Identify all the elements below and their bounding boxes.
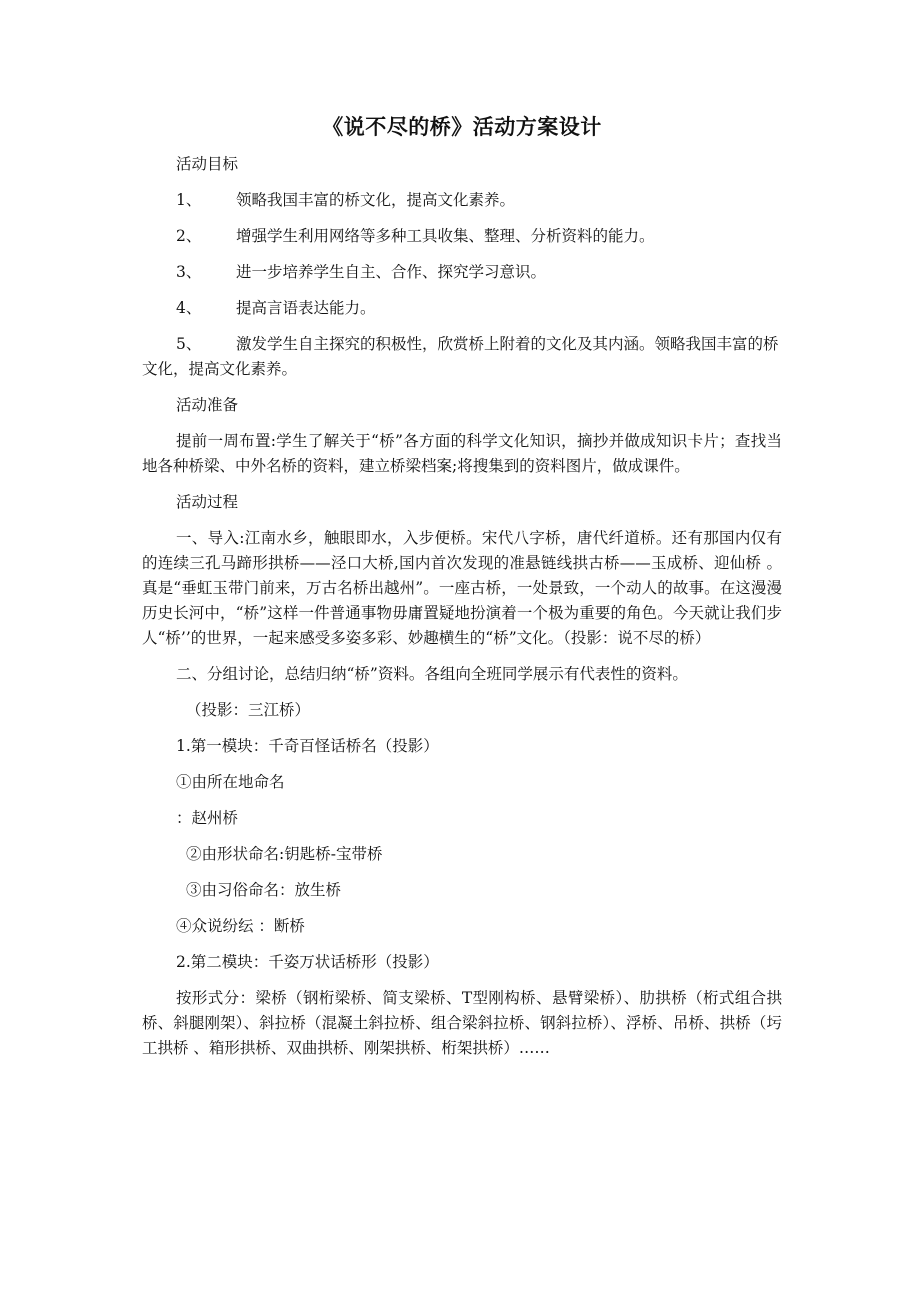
- goals-heading: 活动目标: [176, 155, 239, 173]
- projection-note: （投影：三江桥）: [186, 701, 311, 719]
- process-intro-paragraph: 一、导入:江南水乡，触眼即水，入步便桥。宋代八字桥，唐代纤道桥。还有那国内仅有的连续三孔马蹄形拱桥——泾口大桥,国内首次发现的准悬链线拱古桥——玉成桥、迎仙桥 。真是“垂虹玉带门前来，万古名桥出越州”。一座古桥，一处景致，一个动人的故事。在这漫漫历史长河中，“桥”这样一件普通事物毋庸置疑地扮演着一个极为重要的角色。今天就让我们步人“桥’’的世界，一起来感受多姿多彩、妙趣横生的“桥”文化。（投影：说不尽的桥）: [142, 529, 782, 647]
- goal-text: 进一步培养学生自主、合作、探究学习意识。: [236, 263, 547, 281]
- document-title: 《说不尽的桥》活动方案设计: [322, 114, 602, 139]
- goal-item-3: [142, 260, 782, 285]
- goal-number: 4、: [176, 299, 202, 317]
- prep-heading: 活动准备: [176, 396, 239, 414]
- module-1-heading: 1.第一模块：千奇百怪话桥名（投影）: [176, 737, 439, 755]
- process-heading: 活动过程: [176, 493, 239, 511]
- naming-item-3: ③由习俗命名：放生桥: [186, 881, 342, 899]
- goal-number: 2、: [176, 227, 202, 245]
- goal-item-1: [142, 188, 782, 213]
- goal-number: 5、: [176, 335, 202, 353]
- prep-paragraph: 提前一周布置:学生了解关于“桥”各方面的科学文化知识，摘抄并做成知识卡片；查找当地各种桥梁、中外名桥的资料，建立桥梁档案;将搜集到的资料图片，做成课件。: [142, 432, 782, 475]
- goal-number: 3、: [176, 263, 202, 281]
- goal-item-4: [142, 296, 782, 321]
- naming-item-2: ②由形状命名:钥匙桥-宝带桥: [186, 845, 383, 863]
- naming-item-1: ①由所在地命名: [176, 773, 285, 791]
- naming-item-4: ④众说纷纭 ：断桥: [176, 917, 305, 935]
- naming-item-1-example: ：赵州桥: [176, 809, 239, 827]
- goal-item-5: [142, 332, 782, 382]
- goal-text: 领略我国丰富的桥文化，提高文化素养。: [236, 191, 516, 209]
- process-discussion-paragraph: 二、分组讨论，总结归纳“桥”资料。各组向全班同学展示有代表性的资料。: [176, 665, 688, 683]
- goal-text: 增强学生利用网络等多种工具收集、整理、分析资料的能力。: [236, 227, 655, 245]
- document-page: [142, 112, 782, 1072]
- goal-text: 激发学生自主探究的积极性，欣赏桥上附着的文化及其内涵。领略我国丰富的桥文化，提高文化素养。: [142, 335, 779, 378]
- goal-number: 1、: [176, 191, 202, 209]
- goal-item-2: [142, 224, 782, 249]
- goal-text: 提高言语表达能力。: [236, 299, 376, 317]
- module-2-heading: 2.第二模块：千姿万状话桥形（投影）: [176, 953, 439, 971]
- shape-paragraph: 按形式分：梁桥（钢桁梁桥、简支梁桥、T型刚构桥、悬臂梁桥）、肋拱桥（桁式组合拱桥、斜腿刚架）、斜拉桥（混凝土斜拉桥、组合梁斜拉桥、钢斜拉桥）、浮桥、吊桥、拱桥（圬工拱桥 、箱形拱桥、双曲拱桥、刚架拱桥、桁架拱桥）……: [142, 989, 782, 1057]
